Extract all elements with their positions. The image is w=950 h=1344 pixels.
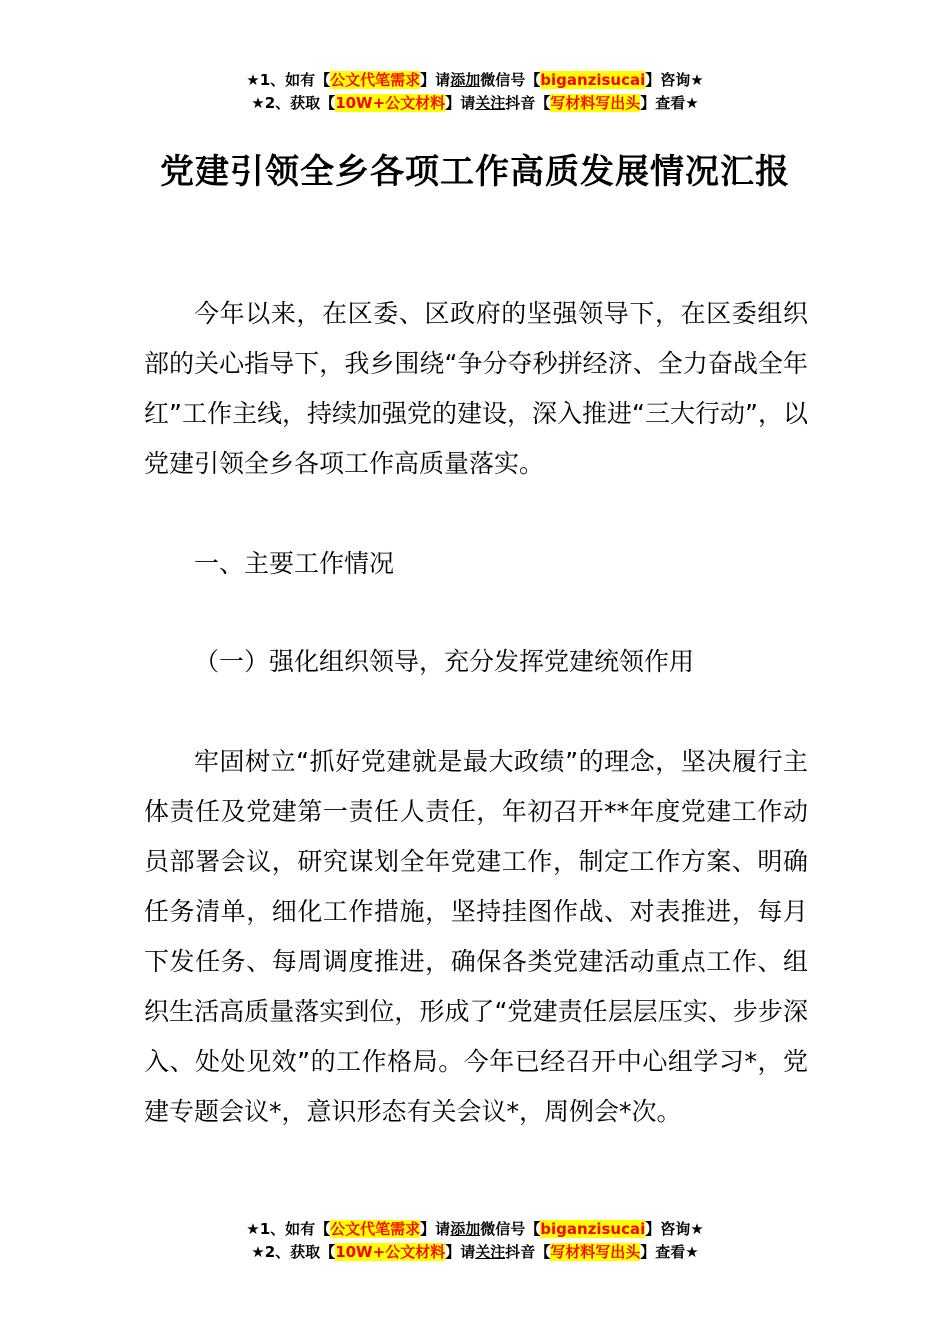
document-title: 党建引领全乡各项工作高质发展情况汇报	[160, 152, 790, 192]
wechat-id: biganzisucai	[540, 1220, 646, 1238]
promo-text: 】请	[420, 1220, 451, 1238]
promo-text: 】请	[445, 1243, 476, 1261]
promo-banner-bottom	[0, 1218, 950, 1264]
promo-highlight: 公文代笔需求	[330, 1220, 421, 1238]
promo-highlight: 10W+公文材料	[335, 1243, 446, 1261]
promo-line-1	[0, 69, 950, 92]
promo-text: 微信号【	[480, 71, 541, 89]
promo-underlined: 添加	[450, 1220, 481, 1238]
douyin-account: 写材料写出头	[550, 94, 641, 112]
promo-line-2	[0, 92, 950, 115]
promo-line-2	[0, 1241, 950, 1264]
subsection-heading: （一）强化组织领导，充分发挥党建统领作用	[194, 647, 695, 676]
promo-text: 】咨询★	[645, 71, 704, 89]
promo-text: 】请	[420, 71, 451, 89]
promo-text: 】咨询★	[645, 1220, 704, 1238]
intro-paragraph: 今年以来，在区委、区政府的坚强领导下，在区委组织部的关心指导下，我乡围绕“争分夺秒拼经济、全力奋战全年红”工作主线，持续加强党的建设，深入推进“三大行动”，以党建引领全乡各项工作高质量落实。	[144, 299, 808, 478]
promo-highlight: 公文代笔需求	[330, 71, 421, 89]
promo-highlight: 10W+公文材料	[335, 94, 446, 112]
promo-text: 微信号【	[480, 1220, 541, 1238]
promo-text: ★1、如有【	[246, 71, 331, 89]
wechat-id: biganzisucai	[540, 71, 646, 89]
promo-text: 】查看★	[640, 94, 699, 112]
section-heading: 一、主要工作情况	[194, 549, 395, 578]
promo-underlined: 关注	[475, 1243, 506, 1261]
promo-text: ★2、获取【	[251, 94, 336, 112]
promo-text: 抖音【	[505, 1243, 551, 1261]
promo-underlined: 添加	[450, 71, 481, 89]
promo-text: 】查看★	[640, 1243, 699, 1261]
douyin-account: 写材料写出头	[550, 1243, 641, 1261]
promo-text: 抖音【	[505, 94, 551, 112]
subsection-paragraph: 牢固树立“抓好党建就是最大政绩”的理念，坚决履行主体责任及党建第一责任人责任，年初召开**年度党建工作动员部署会议，研究谋划全年党建工作，制定工作方案、明确任务清单，细化工作措施，坚持挂图作战、对表推进，每月下发任务、每周调度推进，确保各类党建活动重点工作、组织生活高质量落实到位，形成了“党建责任层层压实、步步深入、处处见效”的工作格局。今年已经召开中心组学习*，党建专题会议*，意识形态有关会议*，周例会*次。	[144, 747, 808, 1126]
promo-text: 】请	[445, 94, 476, 112]
promo-text: ★2、获取【	[251, 1243, 336, 1261]
promo-text: ★1、如有【	[246, 1220, 331, 1238]
promo-underlined: 关注	[475, 94, 506, 112]
promo-banner-top	[0, 69, 950, 115]
promo-line-1	[0, 1218, 950, 1241]
